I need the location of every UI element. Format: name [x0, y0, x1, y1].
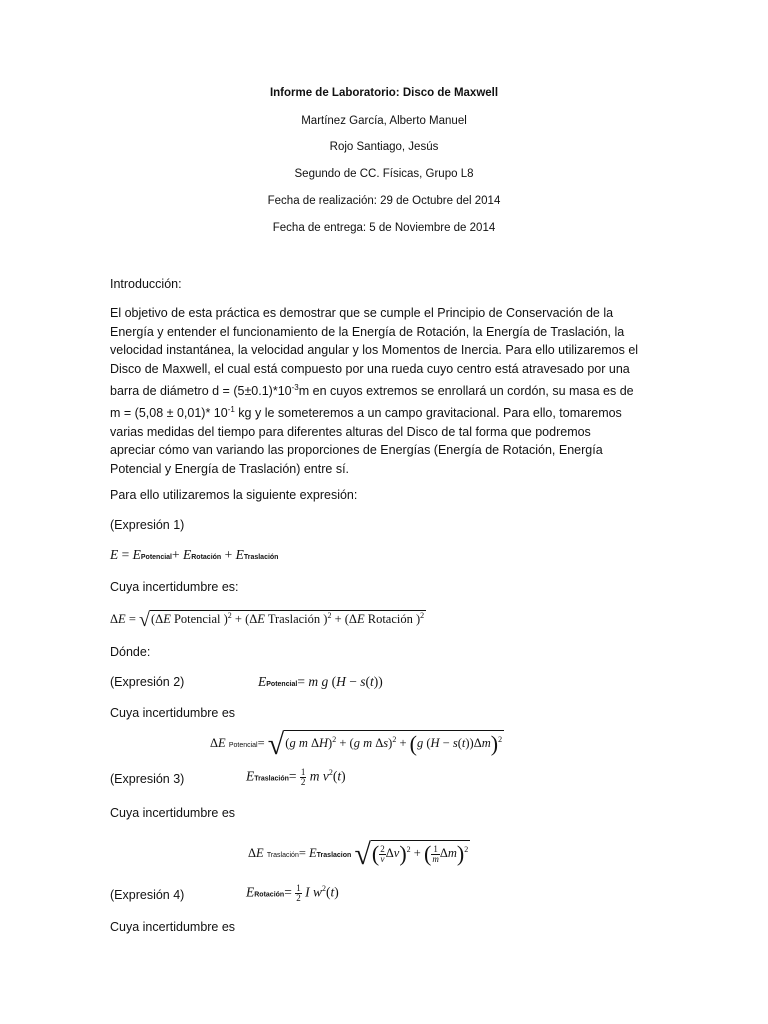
- diameter-exponent: -3: [291, 382, 299, 392]
- expression-3-label: (Expresión 3): [110, 772, 185, 786]
- diameter-text-end: m en cuyos extremos se enrollará un cordón, su masa es de: [298, 383, 634, 398]
- intro-line: velocidad instantánea, la velocidad angular y los Momentos de Inercia. Para ello utilizaremos el: [110, 343, 639, 358]
- equation-1: E = EPotencial+ ERotación + ETraslación: [110, 547, 279, 562]
- diameter-text: barra de diámetro d = (5±0.1)*10: [110, 383, 292, 398]
- date-realized: Fecha de realización: 29 de Octubre del 2014: [267, 195, 501, 207]
- equation-1-uncertainty: ΔE = √(ΔE Potencial )$^2$ + (ΔE Traslación )$^2$ + (ΔE Rotación )$^2$: [110, 609, 425, 631]
- intro-line: El objetivo de esta práctica es demostrar que se cumple el Principio de Conservación de la: [110, 306, 614, 320]
- equation-2-uncertainty: ΔE Potencial= √(g m ΔH)$^2$ + (g m Δs)$^2$ + (g (H − s(t))Δm)$^2$: [210, 728, 503, 761]
- document-title: Informe de Laboratorio: Disco de Maxwell: [269, 87, 499, 99]
- equation-3: ETraslación= $\frac{1}{2}$ m $v^2(t)$: [246, 767, 346, 787]
- subscript-traslacion: Traslación: [243, 554, 279, 561]
- subscript-rotacion: Rotación: [191, 554, 222, 561]
- intro-line: varias medidas del tiempo para diferentes alturas del Disco de tal forma que podremos: [110, 424, 591, 439]
- author-1: Martínez García, Alberto Manuel: [301, 115, 467, 127]
- uncertainty-label-4: Cuya incertidumbre es: [110, 920, 236, 934]
- date-delivered: Fecha de entrega: 5 de Noviembre de 2014: [272, 222, 496, 234]
- subscript-potencial: Potencial: [266, 681, 298, 688]
- uncertainty-label-3: Cuya incertidumbre es: [110, 806, 236, 820]
- subscript-traslacion: Traslación: [254, 775, 289, 783]
- subscript-potencial: Potencial: [140, 554, 172, 561]
- intro-paragraph: [110, 304, 670, 479]
- intro-line: Potencial y Energía de Traslación) entre sí.: [110, 461, 350, 476]
- subscript-traslacion-alt: Traslacion: [316, 852, 352, 859]
- intro-line: Energía y entender el funcionamiento de la Energía de Rotación, la Energía de Traslación, la: [110, 324, 625, 339]
- word-traslacion: Traslación: [267, 612, 321, 626]
- intro-line-diameter: [110, 379, 670, 401]
- word-rotacion: Rotación: [367, 612, 413, 626]
- course-group: Segundo de CC. Físicas, Grupo L8: [294, 168, 474, 180]
- intro-line-mass: [110, 401, 670, 423]
- expression-1-label: (Expresión 1): [110, 518, 185, 532]
- word-potencial: Potencial: [173, 612, 221, 626]
- subscript-traslacion: Traslación: [266, 852, 299, 859]
- author-2: Rojo Santiago, Jesús: [329, 141, 439, 153]
- uncertainty-label-1: Cuya incertidumbre es:: [110, 580, 239, 594]
- intro-heading: Introducción:: [110, 277, 182, 291]
- donde-label: Dónde:: [110, 645, 151, 659]
- subscript-rotacion: Rotación: [254, 891, 285, 899]
- uncertainty-label-2: Cuya incertidumbre es: [110, 706, 236, 720]
- intro-line: Disco de Maxwell, el cual está compuesto por una rueda cuyo centro está atravesado por una: [110, 362, 630, 377]
- mass-text-end: kg y le someteremos a un campo gravitacional. Para ello, tomaremos: [234, 405, 622, 420]
- equation-2: EPotencial= m g (H − s(t)): [258, 674, 383, 689]
- expression-2-label: (Expresión 2): [110, 675, 185, 689]
- expression-intro: Para ello utilizaremos la siguiente expresión:: [110, 488, 358, 502]
- equation-4: ERotación= $\frac{1}{2}$ I $w^2(t)$: [246, 883, 339, 903]
- equation-3-uncertainty: ΔE Traslación= ETraslacion √( $\frac{2}{v}$ Δv)$^2$ + ( $\frac{1}{m}$ Δm)$^2$: [248, 838, 469, 871]
- expression-4-label: (Expresión 4): [110, 888, 185, 902]
- subscript-potencial: Potencial: [228, 742, 258, 749]
- intro-line: apreciar cómo van variando las proporciones de Energías (Energía de Rotación, Energía: [110, 443, 603, 458]
- mass-text: m = (5,08 ± 0,01)* 10: [110, 405, 228, 420]
- mass-exponent: -1: [227, 404, 235, 414]
